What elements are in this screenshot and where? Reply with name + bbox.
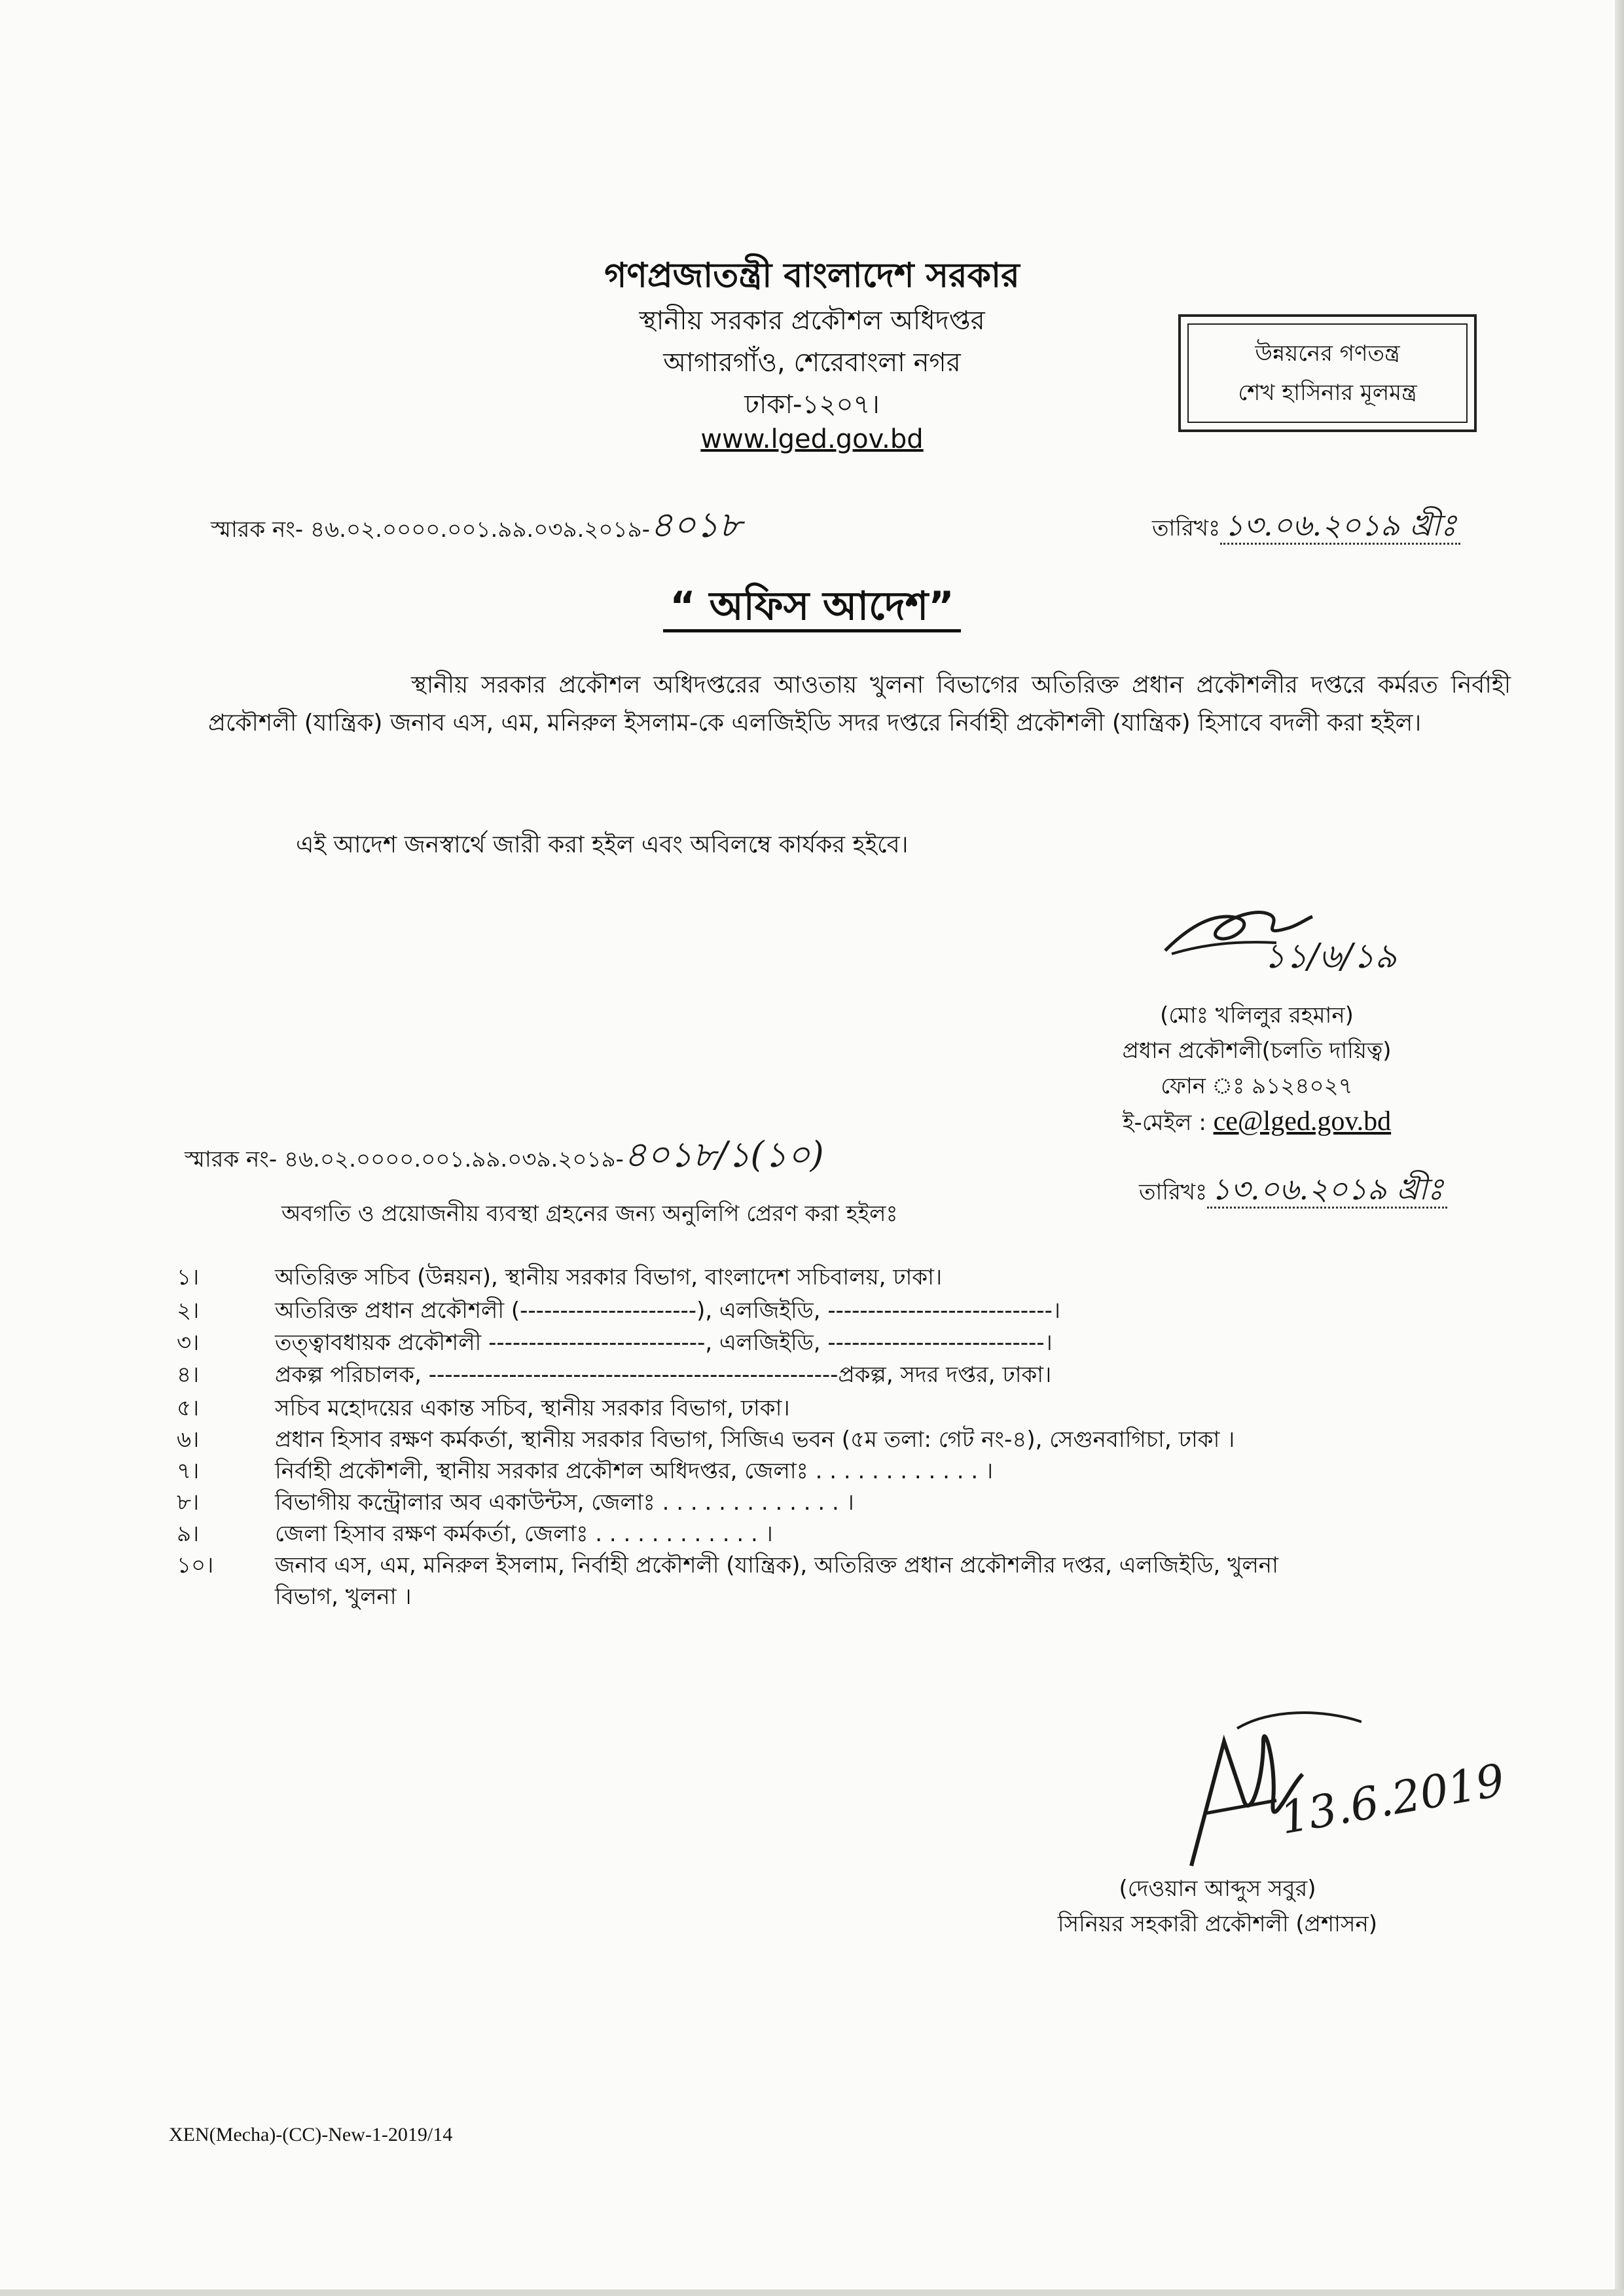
signatory-1-designation: প্রধান প্রকৌশলী(চলতি দায়িত্ব) xyxy=(1122,1038,1392,1064)
date-label: তারিখঃ xyxy=(1152,515,1221,541)
list-item-text: বিভাগীয় কন্ট্রোলার অব একাউন্টস, জেলাঃ . . . . . . . . . . . . . । xyxy=(275,1489,854,1516)
slogan-line-1: উন্নয়নের গণতন্ত্র xyxy=(1255,340,1400,367)
file-reference: XEN(Mecha)-(CC)-New-1-2019/14 xyxy=(169,2124,453,2145)
list-item-number: ৮। xyxy=(177,1489,200,1516)
list-item-text: প্রকল্প পরিচালক, ---------------------------------------------------প্রকল্প, সদর দপ্তর, ঢাকা। xyxy=(275,1362,1052,1388)
slogan-box xyxy=(1178,314,1477,432)
date-label-copy: তারিখঃ xyxy=(1139,1179,1208,1205)
list-item-text: প্রধান হিসাব রক্ষণ কর্মকর্তা, স্থানীয় সরকার বিভাগ, সিজিএ ভবন (৫ম তলা: গেট নং-৪), সেগুনবাগিচা, ঢাকা । xyxy=(275,1427,1235,1453)
signatory-1-block xyxy=(1034,998,1479,1140)
email-link[interactable]: ce@lged.gov.bd xyxy=(1213,1106,1392,1137)
list-item-number: ৬। xyxy=(177,1427,200,1453)
list-item-number: ৯। xyxy=(177,1521,200,1547)
document-title-text: “ অফিস আদেশ” xyxy=(663,583,960,632)
list-item-text: জনাব এস, এম, মনিরুল ইসলাম, নির্বাহী প্রকৌশলী (যান্ত্রিক), অতিরিক্ত প্রধান প্রকৌশলীর দপ্তর, এলজিইডি, খুলনা xyxy=(275,1552,1278,1578)
memo-number-copy-handwritten: ৪০১৮/১(১০) xyxy=(623,1134,824,1175)
signature-1-date: ১১/৬/১৯ xyxy=(1263,937,1397,976)
list-item-number: ১। xyxy=(177,1264,200,1290)
list-item-text: অতিরিক্ত প্রধান প্রকৌশলী (----------------------), এলজিইডি, ----------------------------। xyxy=(275,1298,1061,1324)
government-title: গণপ্রজাতন্ত্রী বাংলাদেশ সরকার xyxy=(604,256,1020,295)
signatory-1-email-row xyxy=(1034,1104,1479,1140)
list-item-number: ২। xyxy=(177,1298,200,1324)
body-paragraph-2: এই আদেশ জনস্বার্থে জারী করা হইল এবং অবিলম্বে কার্যকর হইবে। xyxy=(296,831,909,858)
document-title xyxy=(0,576,1624,642)
signatory-1-name: (মোঃ খলিলুর রহমান) xyxy=(1160,1002,1354,1029)
list-item-text: বিভাগ, খুলনা । xyxy=(275,1584,412,1610)
memo-number-handwritten: ৪০১৮ xyxy=(649,504,742,545)
list-item-number: ১০। xyxy=(177,1552,214,1578)
list-item-text: তত্ত্বাবধায়ক প্রকৌশলী ---------------------------, এলজিইডি, ---------------------------। xyxy=(275,1330,1053,1356)
distribution-list xyxy=(177,1264,1519,1610)
memo-number-copy xyxy=(185,1127,824,1186)
signatory-2-name: (দেওয়ান আব্দুস সবুর) xyxy=(1119,1876,1316,1902)
list-item-number: ৩। xyxy=(177,1330,200,1356)
memo-number-copy-text: স্মারক নং- ৪৬.০২.০০০০.০০১.৯৯.০৩৯.২০১৯- xyxy=(185,1146,624,1173)
memo-number xyxy=(211,498,742,556)
list-item-text: জেলা হিসাব রক্ষণ কর্মকর্তা, জেলাঃ . . . . . . . . . . . . । xyxy=(275,1521,773,1547)
signatory-2-designation: সিনিয়র সহকারী প্রকৌশলী (প্রশাসন) xyxy=(1057,1911,1378,1937)
website-link[interactable]: www.lged.gov.bd xyxy=(700,424,924,454)
list-item-text: অতিরিক্ত সচিব (উন্নয়ন), স্থানীয় সরকার বিভাগ, বাংলাদেশ সচিবালয়, ঢাকা। xyxy=(275,1264,943,1290)
signatory-2-block xyxy=(1021,1871,1414,1942)
signature-2-date: 13.6.2019 xyxy=(1276,1754,1509,1845)
scan-bottom-edge xyxy=(0,2289,1624,2296)
date-handwritten: ১৩.০৬.২০১৯ খ্রীঃ xyxy=(1220,507,1460,545)
list-item-number: ৫। xyxy=(177,1395,200,1421)
date-handwritten-copy: ১৩.০৬.২০১৯ খ্রীঃ xyxy=(1207,1171,1447,1209)
scan-edge xyxy=(1615,0,1624,2296)
body-paragraph-1: স্থানীয় সরকার প্রকৌশল অধিদপ্তরের আওতায় খুলনা বিভাগের অতিরিক্ত প্রধান প্রকৌশলীর দপ্তরে কর্মরত নির্বাহী প্রকৌশলী (যান্ত্রিক) জনাব এস, এম, মনিরুল ইসলাম-কে এলজিইডি সদর দপ্তরে নির্বাহী প্রকৌশলী (যান্ত্রিক) হিসাবে বদলী করা হইল। xyxy=(208,672,1511,737)
address-line: আগারগাঁও, শেরেবাংলা নগর xyxy=(663,348,961,378)
memo-number-text: স্মারক নং- ৪৬.০২.০০০০.০০১.৯৯.০৩৯.২০১৯- xyxy=(211,517,650,543)
list-item-number: ৪। xyxy=(177,1362,200,1388)
memo-date-copy xyxy=(1139,1167,1447,1216)
department-name: স্থানীয় সরকার প্রকৌশল অধিদপ্তর xyxy=(639,306,985,336)
memo-date xyxy=(1152,503,1460,553)
email-label: ই-মেইল : xyxy=(1122,1110,1206,1136)
copy-intro: অবগতি ও প্রয়োজনীয় ব্যবস্থা গ্রহনের জন্য অনুলিপি প্রেরণ করা হইলঃ xyxy=(281,1201,898,1227)
slogan-line-2: শেখ হাসিনার মূলমন্ত্র xyxy=(1238,380,1417,406)
list-item-text: নির্বাহী প্রকৌশলী, স্থানীয় সরকার প্রকৌশল অধিদপ্তর, জেলাঃ . . . . . . . . . . . . । xyxy=(275,1458,994,1484)
list-item-number: ৭। xyxy=(177,1458,200,1484)
signatory-1-phone: ফোন ঃ ৯১২৪০২৭ xyxy=(1161,1073,1353,1099)
city-postcode: ঢাকা-১২০৭। xyxy=(744,390,880,420)
list-item-text: সচিব মহোদয়ের একান্ত সচিব, স্থানীয় সরকার বিভাগ, ঢাকা। xyxy=(275,1395,790,1421)
